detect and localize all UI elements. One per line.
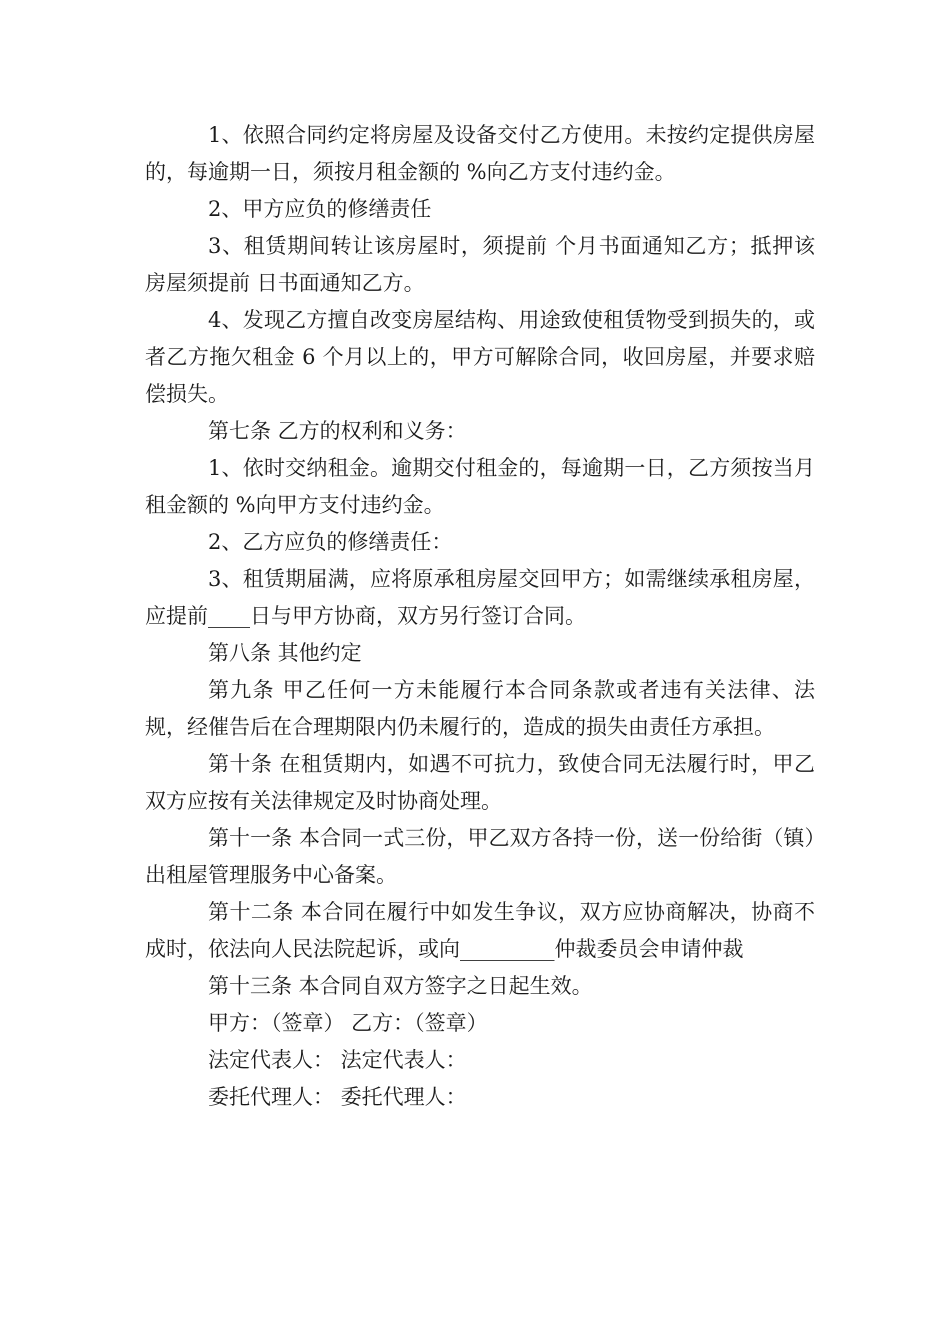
clause-paragraph: 2、甲方应负的修缮责任 bbox=[208, 197, 432, 221]
article-paragraph: 第十条 在租赁期内，如遇不可抗力，致使合同无法履行时，甲乙双方应按有关法律规定及时协商处理。 bbox=[145, 752, 815, 813]
document-body bbox=[145, 117, 815, 1116]
clause-paragraph: 3、租赁期间转让该房屋时，须提前 个月书面通知乙方；抵押该房屋须提前 日书面通知乙方。 bbox=[145, 234, 815, 295]
signature-line-agent: 委托代理人： 委托代理人： bbox=[208, 1085, 467, 1109]
article-paragraph: 第十一条 本合同一式三份，甲乙双方各持一份，送一份给街（镇）出租屋管理服务中心备案。 bbox=[145, 826, 815, 887]
clause-paragraph: 1、依时交纳租金。逾期交付租金的，每逾期一日，乙方须按当月租金额的 %向甲方支付违约金。 bbox=[145, 456, 815, 517]
article-paragraph: 第十三条 本合同自双方签字之日起生效。 bbox=[208, 974, 593, 998]
article-heading: 第八条 其他约定 bbox=[208, 641, 362, 665]
article-paragraph: 第十二条 本合同在履行中如发生争议，双方应协商解决，协商不成时，依法向人民法院起诉，或向_________仲裁委员会申请仲裁 bbox=[145, 900, 815, 961]
clause-paragraph: 3、租赁期届满，应将原承租房屋交回甲方；如需继续承租房屋，应提前____日与甲方协商，双方另行签订合同。 bbox=[145, 567, 815, 628]
article-paragraph: 第九条 甲乙任何一方未能履行本合同条款或者违有关法律、法规，经催告后在合理期限内仍未履行的，造成的损失由责任方承担。 bbox=[145, 678, 815, 739]
signature-line-party: 甲方：（签章） 乙方：（签章） bbox=[208, 1011, 488, 1035]
clause-paragraph: 1、依照合同约定将房屋及设备交付乙方使用。未按约定提供房屋的，每逾期一日，须按月租金额的 %向乙方支付违约金。 bbox=[145, 123, 815, 184]
article-heading: 第七条 乙方的权利和义务： bbox=[208, 419, 467, 443]
clause-paragraph: 2、乙方应负的修缮责任： bbox=[208, 530, 453, 554]
clause-paragraph: 4、发现乙方擅自改变房屋结构、用途致使租赁物受到损失的，或者乙方拖欠租金 6 个月以上的，甲方可解除合同，收回房屋，并要求赔偿损失。 bbox=[145, 308, 815, 406]
signature-line-legal-rep: 法定代表人： 法定代表人： bbox=[208, 1048, 467, 1072]
